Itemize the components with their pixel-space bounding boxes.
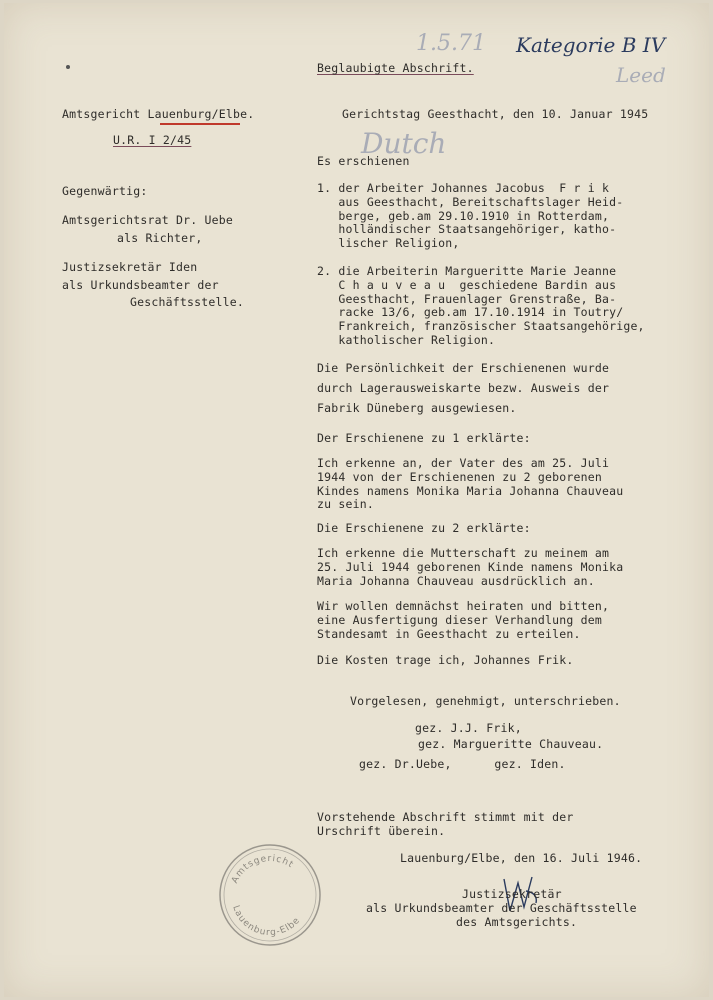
- text-line: Kindes namens Monika Maria Johanna Chauveau: [317, 483, 624, 498]
- copy-title: Beglaubigte Abschrift.: [317, 61, 474, 75]
- svg-text:Lauenburg-Elbe: [230, 904, 302, 938]
- text-line: lischer Religion,: [317, 236, 460, 251]
- category-annotation: Kategorie B IV: [516, 33, 666, 57]
- appeared-heading: Es erschienen: [317, 154, 410, 168]
- text-line: des Amtsgerichts.: [456, 914, 578, 929]
- party-2-paragraph: [317, 265, 645, 348]
- declaration-2: [317, 547, 623, 588]
- text-line: Ich erkenne an, der Vater des am 25. Juli: [317, 456, 610, 470]
- punch-mark: [66, 65, 70, 69]
- case-number: U.R. I 2/45: [113, 133, 192, 147]
- signature-frik: gez. J.J. Frik,: [415, 721, 522, 735]
- text-line: 2. die Arbeiterin Margueritte Marie Jeanne: [317, 264, 617, 278]
- present-label: Gegenwärtig:: [62, 184, 148, 198]
- text-line: 1944 von der Erschienenen zu 2 geborenen: [317, 469, 602, 484]
- text-line: durch Lagerausweiskarte bezw. Ausweis der: [317, 381, 610, 395]
- declaration-1: [317, 457, 623, 512]
- declaration-1-label: Der Erschienene zu 1 erklärte:: [317, 431, 531, 445]
- text-line: Geesthacht, Frauenlager Grenstraße, Ba-: [317, 291, 617, 306]
- text-line: Ich erkenne die Mutterschaft zu meinem am: [317, 546, 610, 560]
- stamp-text-top: Amtsgericht: [230, 853, 296, 886]
- certification-place-date: Lauenburg/Elbe, den 16. Juli 1946.: [400, 851, 643, 865]
- stamp-text-bottom: Lauenburg-Elbe: [230, 904, 303, 939]
- court-name: Amtsgericht Lauenburg/Elbe.: [62, 107, 255, 121]
- identity-paragraph: [317, 358, 609, 418]
- party-1-paragraph: [317, 182, 623, 251]
- text-line: Standesamt in Geesthacht zu erteilen.: [317, 626, 581, 641]
- text-line: Vorstehende Abschrift stimmt mit der: [317, 810, 574, 824]
- clerk-line: Justizsekretär Iden: [62, 260, 198, 274]
- court-name-underline: [160, 123, 240, 125]
- text-line: Justizsekretär: [462, 887, 562, 901]
- pencil-dutch-note: Dutch: [361, 127, 447, 160]
- text-line: Wir wollen demnächst heiraten und bitten,: [317, 599, 610, 613]
- court-stamp: [216, 841, 324, 949]
- text-line: racke 13/6, geb.am 17.10.1914 in Toutry/: [317, 305, 624, 320]
- text-line: als Urkundsbeamter der Geschäftsstelle: [366, 900, 637, 915]
- text-line: berge, geb.am 29.10.1910 in Rotterdam,: [317, 208, 610, 223]
- text-line: Frankreich, französischer Staatsangehörige,: [317, 319, 645, 334]
- text-line: Maria Johanna Chauveau ausdrücklich an.: [317, 573, 595, 588]
- judge-role: als Richter,: [117, 231, 203, 245]
- text-line: 25. Juli 1944 geborenen Kinde namens Monika: [317, 559, 624, 574]
- text-line: eine Ausfertigung dieser Verhandlung dem: [317, 612, 602, 627]
- document-page: [4, 3, 709, 997]
- pencil-note: Leed: [616, 63, 666, 87]
- signature-chauveau: gez. Margueritte Chauveau.: [418, 737, 604, 751]
- text-line: Urschrift überein.: [317, 823, 446, 838]
- text-line: 1. der Arbeiter Johannes Jacobus F r i k: [317, 181, 610, 195]
- text-line: aus Geesthacht, Bereitschaftslager Heid-: [317, 194, 624, 209]
- signature-officials: gez. Dr.Uebe, gez. Iden.: [359, 757, 566, 771]
- text-line: katholischer Religion.: [317, 332, 496, 347]
- pencil-archive-number: 1.5.71: [416, 31, 486, 56]
- clerk-role: als Urkundsbeamter der: [62, 278, 219, 292]
- text-line: zu sein.: [317, 497, 374, 512]
- text-line: Die Persönlichkeit der Erschienenen wurde: [317, 361, 610, 375]
- conformity-statement: [317, 811, 573, 839]
- clerk-office: Geschäftsstelle.: [130, 295, 244, 309]
- text-line: holländischer Staatsangehöriger, katho-: [317, 222, 617, 237]
- session-place-date: Gerichtstag Geesthacht, den 10. Januar 1945: [342, 107, 649, 121]
- clerk-certification: [366, 888, 637, 929]
- judge-line: Amtsgerichtsrat Dr. Uebe: [62, 213, 233, 227]
- svg-text:Amtsgericht: [230, 854, 295, 885]
- costs-statement: Die Kosten trage ich, Johannes Frik.: [317, 653, 574, 667]
- text-line: Fabrik Düneberg ausgewiesen.: [317, 401, 517, 415]
- marriage-request: [317, 600, 609, 641]
- declaration-2-label: Die Erschienene zu 2 erklärte:: [317, 521, 531, 535]
- text-line: C h a u v e a u geschiedene Bardin aus: [317, 277, 617, 292]
- read-approved-signed: Vorgelesen, genehmigt, unterschrieben.: [350, 694, 621, 708]
